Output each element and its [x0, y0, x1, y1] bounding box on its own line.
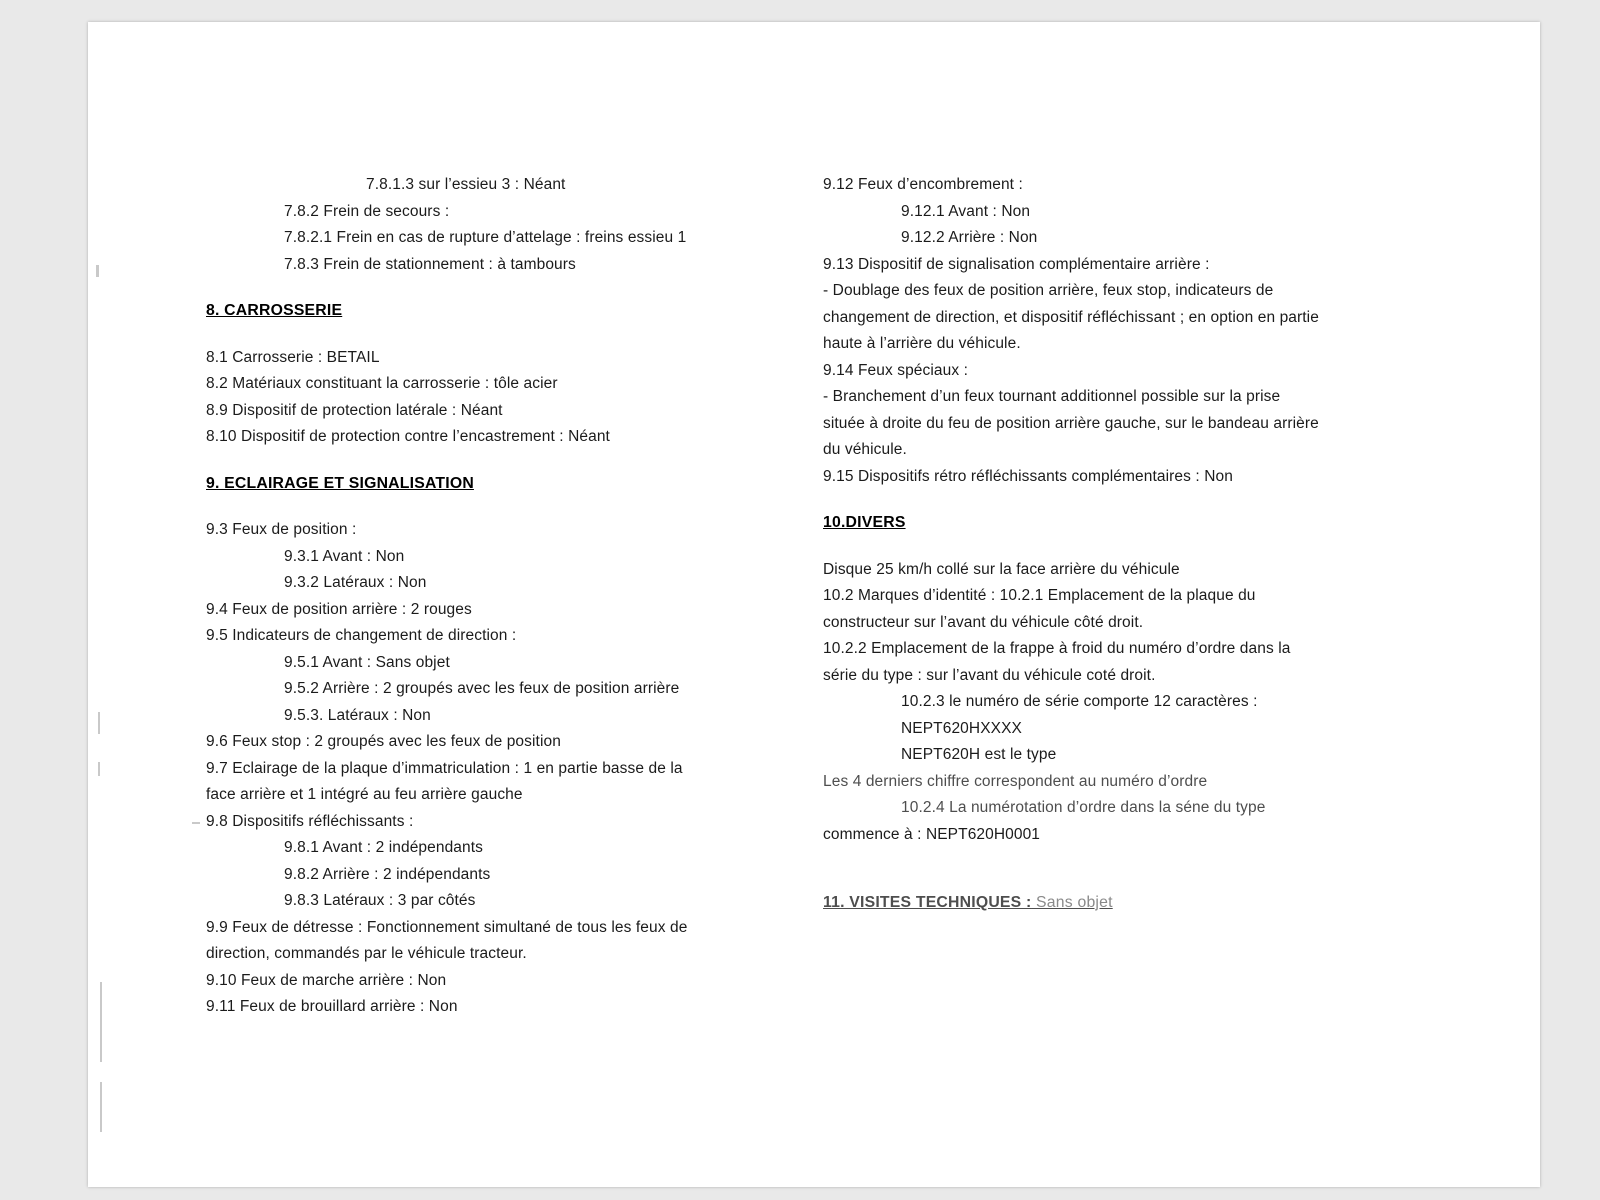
document-line: constructeur sur l’avant du véhicule côté droit.	[823, 613, 1144, 631]
document-line: du véhicule.	[823, 441, 907, 458]
document-columns	[88, 22, 1540, 1187]
paragraph-spacer	[206, 497, 846, 517]
document-line: 9.5.1 Avant : Sans objet	[284, 653, 450, 671]
document-line: 9.15 Dispositifs rétro réfléchissants complémentaires : Non	[823, 467, 1233, 485]
document-line: 8.1 Carrosserie : BETAIL	[206, 348, 380, 366]
document-line: 9.5 Indicateurs de changement de direction :	[206, 627, 517, 644]
paragraph-spacer	[823, 490, 1473, 510]
document-line: 9.12.2 Arrière : Non	[901, 229, 1038, 246]
document-line: 9.3 Feux de position :	[206, 521, 357, 538]
document-line: 9.5.3. Latéraux : Non	[284, 706, 431, 724]
document-line: 9.5.2 Arrière : 2 groupés avec les feux de position arrière	[284, 680, 680, 697]
document-line: 9.7 Eclairage de la plaque d’immatriculation : 1 en partie basse de la	[206, 759, 683, 777]
document-line: Les 4 derniers chiffre correspondent au numéro d’ordre	[823, 772, 1208, 790]
document-line: changement de direction, et dispositif réfléchissant ; en option en partie	[823, 308, 1319, 326]
document-line: 7.8.1.3 sur l’essieu 3 : Néant	[366, 176, 566, 193]
document-line: 9.14 Feux spéciaux :	[823, 361, 969, 379]
document-line: 9.8.2 Arrière : 2 indépendants	[284, 865, 491, 883]
document-line: 9.12 Feux d’encombrement :	[823, 176, 1023, 193]
document-line: 9.10 Feux de marche arrière : Non	[206, 971, 447, 989]
document-line: 9.11 Feux de brouillard arrière : Non	[206, 998, 458, 1015]
paragraph-spacer	[823, 537, 1473, 557]
document-line: 8.9 Dispositif de protection latérale : Néant	[206, 401, 503, 419]
document-line: 10.2 Marques d’identité : 10.2.1 Emplacement de la plaque du	[823, 587, 1256, 604]
document-line: 9.4 Feux de position arrière : 2 rouges	[206, 600, 472, 618]
paragraph-spacer	[823, 880, 1473, 890]
section-heading: 10.DIVERS	[823, 514, 906, 531]
document-line: face arrière et 1 intégré au feu arrière gauche	[206, 786, 523, 803]
paragraph-spacer	[206, 278, 846, 298]
document-line: 8.2 Matériaux constituant la carrosserie : tôle acier	[206, 375, 558, 392]
document-line: 9.3.1 Avant : Non	[284, 547, 405, 565]
document-line: 10.2.3 le numéro de série comporte 12 caractères :	[901, 693, 1258, 710]
document-line: - Branchement d’un feux tournant additionnel possible sur la prise	[823, 388, 1281, 405]
document-line: 9.8.3 Latéraux : 3 par côtés	[284, 892, 476, 909]
scanned-page	[88, 22, 1540, 1187]
document-line: 9.8.1 Avant : 2 indépendants	[284, 839, 484, 856]
document-line: 7.8.2.1 Frein en cas de rupture d’attelage : freins essieu 1	[284, 229, 687, 246]
document-line: 9.8 Dispositifs réfléchissants :	[206, 812, 414, 830]
section-heading: 8. CARROSSERIE	[206, 302, 343, 319]
document-line: 7.8.3 Frein de stationnement : à tambours	[284, 255, 576, 273]
document-line: 9.9 Feux de détresse : Fonctionnement simultané de tous les feux de	[206, 918, 688, 936]
document-line: 9.12.1 Avant : Non	[901, 202, 1031, 220]
document-line: NEPT620HXXXX	[901, 719, 1022, 737]
document-line: commence à : NEPT620H0001	[823, 825, 1041, 843]
document-line: Disque 25 km/h collé sur la face arrière du véhicule	[823, 560, 1180, 578]
document-line: 9.13 Dispositif de signalisation complémentaire arrière :	[823, 255, 1210, 273]
left-text-column	[206, 172, 846, 1021]
paragraph-spacer	[823, 848, 1473, 880]
document-line: 7.8.2 Frein de secours :	[284, 202, 450, 220]
document-line: 8.10 Dispositif de protection contre l’encastrement : Néant	[206, 428, 610, 445]
heading-suffix: Sans objet	[1031, 894, 1113, 911]
document-line: 10.2.2 Emplacement de la frappe à froid du numéro d’ordre dans la	[823, 640, 1291, 657]
paragraph-spacer	[206, 451, 846, 471]
document-line: NEPT620H est le type	[901, 746, 1057, 763]
right-text-column	[823, 172, 1473, 917]
document-line: série du type : sur l’avant du véhicule coté droit.	[823, 666, 1156, 684]
document-line: haute à l’arrière du véhicule.	[823, 335, 1021, 352]
document-line: direction, commandés par le véhicule tracteur.	[206, 945, 527, 962]
document-line: 9.6 Feux stop : 2 groupés avec les feux de position	[206, 733, 561, 750]
paragraph-spacer	[206, 325, 846, 345]
document-line: - Doublage des feux de position arrière, feux stop, indicateurs de	[823, 282, 1274, 299]
document-line: 9.3.2 Latéraux : Non	[284, 574, 427, 591]
section-heading: 9. ECLAIRAGE ET SIGNALISATION	[206, 474, 474, 492]
document-line: 10.2.4 La numérotation d’ordre dans la séne du type	[901, 799, 1266, 816]
section-heading: 11. VISITES TECHNIQUES : Sans objet	[823, 894, 1113, 911]
document-line: située à droite du feu de position arrière gauche, sur le bandeau arrière	[823, 414, 1319, 432]
